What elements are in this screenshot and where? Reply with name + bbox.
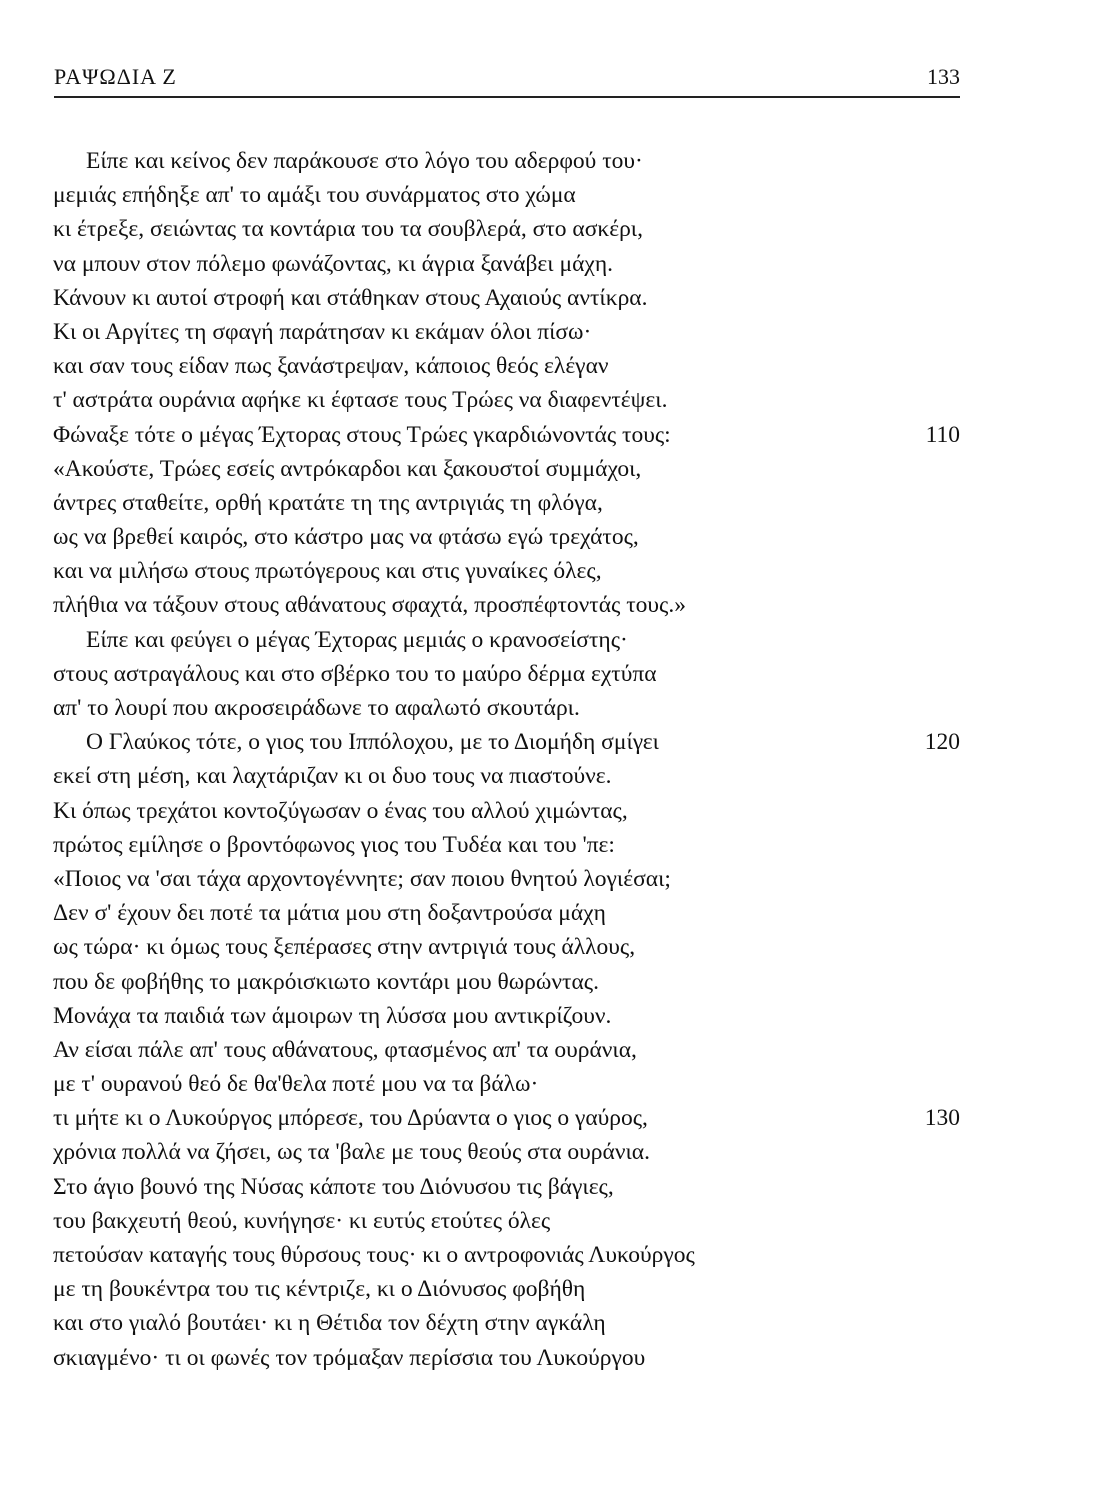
verse-line bbox=[0, 144, 1095, 178]
verse-text: Ο Γλαύκος τότε, ο γιος του Ιππόλοχου, με το Διομήδη σμίγει bbox=[86, 729, 659, 756]
verse-line bbox=[0, 1067, 1095, 1101]
verse-line bbox=[0, 315, 1095, 349]
verse-line bbox=[0, 623, 1095, 657]
verse-text: με τη βουκέντρα του τις κέντριζε, κι ο Διόνυσος φοβήθη bbox=[53, 1276, 586, 1303]
verse-text: Μονάχα τα παιδιά των άμοιρων τη λύσσα μου αντικρίζουν. bbox=[53, 1002, 612, 1029]
verse-text: Είπε και κείνος δεν παράκουσε στο λόγο του αδερφού του· bbox=[86, 148, 643, 174]
verse-text: που δε φοβήθης το μακρόισκιωτο κοντάρι μου θωρώντας. bbox=[53, 968, 599, 995]
verse-text: στους αστραγάλους και στο σβέρκο του το μαύρο δέρμα εχτύπα bbox=[53, 660, 657, 687]
verse-text: «Ακούστε, Τρώες εσείς αντρόκαρδοι και ξακουστοί συμμάχοι, bbox=[53, 455, 642, 482]
verse-line bbox=[0, 520, 1095, 554]
verse-line bbox=[0, 999, 1095, 1033]
verse-text: σκιαγμένο· τι οι φωνές τον τρόμαξαν περίσσια του Λυκούργου bbox=[53, 1344, 646, 1371]
verse-text: απ' το λουρί που ακροσειράδωνε το αφαλωτό σκουτάρι. bbox=[53, 695, 580, 721]
verse-line bbox=[0, 1204, 1095, 1238]
verse-text: μεμιάς επήδηξε απ' το αμάξι του συνάρματος στο χώμα bbox=[53, 182, 576, 209]
verse-text: του βακχευτή θεού, κυνήγησε· κι ευτύς ετούτες όλες bbox=[53, 1207, 551, 1234]
verse-line bbox=[0, 247, 1095, 281]
verse-line bbox=[0, 212, 1095, 246]
verse-text: πετούσαν καταγής τους θύρσους τους· κι ο αντροφονιάς Λυκούργος bbox=[53, 1242, 695, 1268]
verse-line bbox=[0, 1135, 1095, 1169]
verse-text: και στο γιαλό βουτάει· κι η Θέτιδα τον δέχτη στην αγκάλη bbox=[53, 1310, 606, 1337]
verse-line bbox=[0, 657, 1095, 691]
verse-line bbox=[0, 1101, 1095, 1135]
verse-line bbox=[0, 349, 1095, 383]
verse-line bbox=[0, 691, 1095, 725]
verse-line bbox=[0, 759, 1095, 793]
verse-line bbox=[0, 383, 1095, 417]
verse-text: ως τώρα· κι όμως τους ξεπέρασες στην αντριγιά τους άλλους, bbox=[53, 934, 636, 961]
verse-text: Κάνουν κι αυτοί στροφή και στάθηκαν στους Αχαιούς αντίκρα. bbox=[53, 284, 648, 311]
line-number: 120 bbox=[924, 729, 960, 756]
verse-line bbox=[0, 725, 1095, 759]
verse-text: άντρες σταθείτε, ορθή κρατάτε τη της αντριγιάς τη φλόγα, bbox=[53, 489, 603, 516]
verse-text: να μπουν στον πόλεμο φωνάζοντας, κι άγρια ξανάβει μάχη. bbox=[53, 250, 613, 277]
verse-text: Φώναξε τότε ο μέγας Έχτορας στους Τρώες γκαρδιώνοντάς τους: bbox=[53, 421, 671, 448]
verse-line bbox=[0, 862, 1095, 896]
verse-line bbox=[0, 1272, 1095, 1306]
line-number: 130 bbox=[924, 1105, 960, 1132]
verse-line bbox=[0, 178, 1095, 212]
verse-text: με τ' ουρανού θεό δε θα'θελα ποτέ μου να τα βάλω· bbox=[53, 1071, 539, 1098]
verse-text: και σαν τους είδαν πως ξανάστρεψαν, κάποιος θεός ελέγαν bbox=[53, 353, 609, 380]
verse-text: Αν είσαι πάλε απ' τους αθάνατους, φτασμένος απ' τα ουράνια, bbox=[53, 1036, 637, 1063]
verse-line bbox=[0, 418, 1095, 452]
verse-line bbox=[0, 588, 1095, 622]
verse-line bbox=[0, 896, 1095, 930]
verse-line bbox=[0, 1033, 1095, 1067]
verse-line bbox=[0, 794, 1095, 828]
verse-text: πρώτος εμίλησε ο βροντόφωνος γιος του Τυδέα και του 'πε: bbox=[53, 831, 615, 858]
verse-text: Στο άγιο βουνό της Νύσας κάποτε του Διόνυσου τις βάγιες, bbox=[53, 1173, 614, 1200]
verse-text: κι έτρεξε, σειώντας τα κοντάρια του τα σουβλερά, στο ασκέρι, bbox=[53, 216, 644, 243]
line-number: 110 bbox=[925, 421, 960, 448]
verse-text: Κι οι Αργίτες τη σφαγή παράτησαν κι εκάμαν όλοι πίσω· bbox=[53, 318, 592, 345]
page-number: 133 bbox=[927, 64, 960, 89]
verse-line bbox=[0, 930, 1095, 964]
verse-line bbox=[0, 554, 1095, 588]
verse-line bbox=[0, 1306, 1095, 1340]
verse-block bbox=[0, 144, 1095, 1375]
verse-text: πλήθια να τάξουν στους αθάνατους σφαχτά, προσπέφτοντάς τους.» bbox=[53, 592, 686, 619]
verse-text: τ' αστράτα ουράνια αφήκε κι έφτασε τους Τρώες να διαφεντέψει. bbox=[53, 387, 668, 414]
verse-text: τι μήτε κι ο Λυκούργος μπόρεσε, του Δρύαντα ο γιος ο γαύρος, bbox=[53, 1105, 648, 1132]
verse-line bbox=[0, 281, 1095, 315]
verse-line bbox=[0, 452, 1095, 486]
running-head-title: ΡΑΨΩΔΙΑ Ζ bbox=[54, 64, 177, 89]
verse-line bbox=[0, 828, 1095, 862]
verse-line bbox=[0, 1238, 1095, 1272]
verse-text: ως να βρεθεί καιρός, στο κάστρο μας να φτάσω εγώ τρεχάτος, bbox=[53, 524, 639, 551]
verse-text: εκεί στη μέση, και λαχτάριζαν κι οι δυο τους να πιαστούνε. bbox=[53, 763, 612, 790]
verse-text: Είπε και φεύγει ο μέγας Έχτορας μεμιάς ο κρανοσείστης· bbox=[86, 626, 628, 653]
verse-line bbox=[0, 486, 1095, 520]
verse-text: «Ποιος να 'σαι τάχα αρχοντογέννητε; σαν ποιου θνητού λογιέσαι; bbox=[53, 865, 671, 892]
verse-text: Κι όπως τρεχάτοι κοντοζύγωσαν ο ένας του αλλού χιμώντας, bbox=[53, 797, 628, 824]
verse-text: χρόνια πολλά να ζήσει, ως τα 'βαλε με τους θεούς στα ουράνια. bbox=[53, 1139, 650, 1166]
verse-line bbox=[0, 965, 1095, 999]
verse-text: Δεν σ' έχουν δει ποτέ τα μάτια μου στη δοξαντρούσα μάχη bbox=[53, 900, 606, 927]
header-rule bbox=[54, 96, 960, 98]
verse-text: και να μιλήσω στους πρωτόγερους και στις γυναίκες όλες, bbox=[53, 558, 602, 585]
verse-line bbox=[0, 1170, 1095, 1204]
verse-line bbox=[0, 1341, 1095, 1375]
